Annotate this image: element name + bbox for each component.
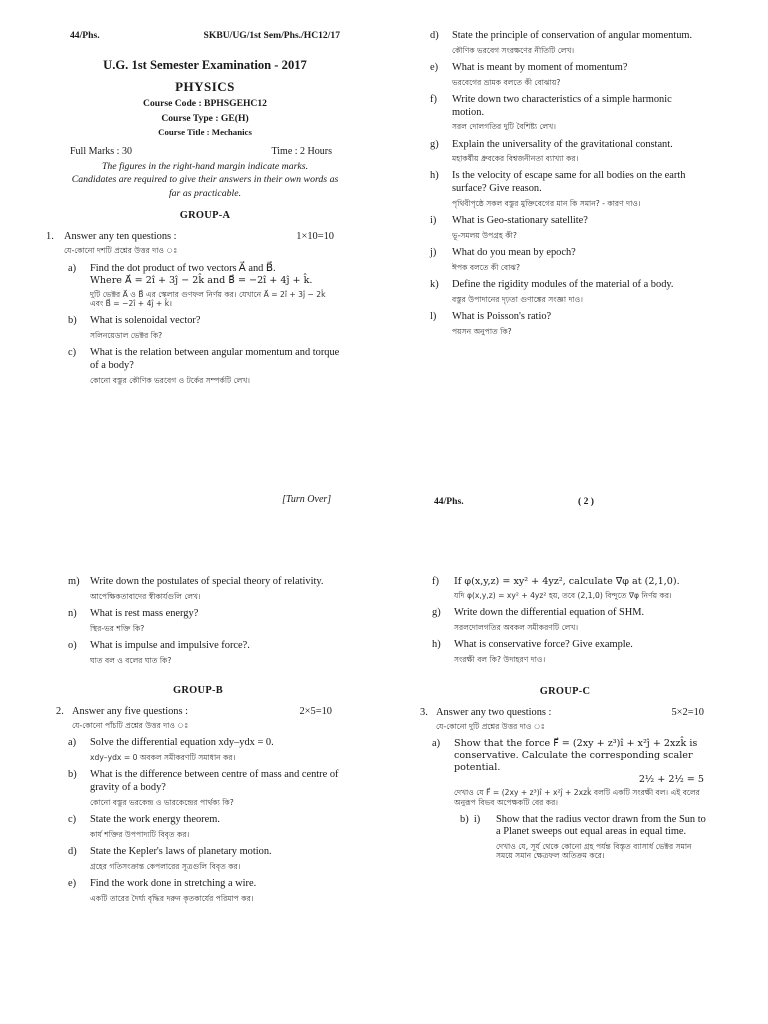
q1i-text: What is Geo-stationary satellite? [452, 215, 588, 227]
question-2-heading [56, 706, 340, 719]
page2-right-column [420, 576, 710, 868]
question-2d [56, 846, 340, 871]
q2b-label: b) [68, 769, 77, 781]
q3a-bengali: দেখাও যে F⃗ = (2xy + z³)î + x²ĵ + 2xzk̂ বলটি একটি সংরক্ষী বল। এই বলের অনুরূপ বিভব অপেক্ষকটি বের কর। [454, 788, 700, 807]
q1o-text: What is impulse and impulsive force?. [90, 639, 250, 651]
q3bi-bengali: দেখাও যে, সূর্য থেকে কোনো গ্রহ পর্যন্ত বিস্তৃত ব্যাসার্ধ ভেক্টর সমান সময়ে সমান ক্ষেত্রফল অতিক্রম করে। [496, 842, 692, 861]
q1f-bengali: সরল দোলগতির দুটি বৈশিষ্ট্য লেখ। [452, 122, 556, 132]
q2-number: 2. [56, 705, 64, 717]
q3a-label: a) [432, 738, 441, 750]
q1g-text: Explain the universality of the gravitational constant. [452, 138, 673, 150]
question-1l [418, 311, 700, 336]
q3bi-text: Show that the radius vector drawn from the Sun to a Planet sweeps out equal areas in equal time. [496, 813, 706, 838]
q2-marks: 2×5=10 [299, 705, 332, 717]
header-paper-code: SKBU/UG/1st Sem/Phs./HC12/17 [203, 30, 340, 41]
q2c-text: State the work energy theorem. [90, 814, 220, 825]
q2e-bengali: একটি তারের দৈর্ঘ্য বৃদ্ধির দরুন কৃতকার্যের পরিমাপ কর। [90, 893, 254, 903]
page2-left-column [56, 576, 340, 910]
q2c-bengali: কার্য শক্তির উপপাদ্যটি বিবৃত কর। [90, 829, 190, 839]
q1l-text: What is Poisson's ratio? [452, 310, 552, 322]
q3bi-numeral: i) [473, 813, 481, 825]
q1j-bengali: ঈপক বলতে কী বোঝ? [452, 262, 521, 272]
q2e-text: Find the work done in stretching a wire. [90, 877, 257, 889]
page-2 [0, 512, 768, 1024]
q1h-bengali: পৃথিবীপৃষ্ঠে সকল বস্তুর মুক্তিবেগের মান কি সমান? - কারণ দাও। [452, 198, 641, 208]
q1m-bengali: আপেক্ষিকতাবাদের স্বীকার্যগুলি লেখ। [90, 591, 201, 601]
q1j-label: j) [430, 247, 437, 258]
question-1d [418, 30, 700, 55]
question-1n [56, 608, 340, 633]
course-code: Course Code : BPHSGEHC12 [143, 97, 267, 109]
question-2f [420, 576, 710, 600]
q1j-text: What do you mean by epoch? [452, 247, 576, 258]
q2g-bengali: সরলদোলগতির অবকল সমীকরণটি লেখ। [454, 622, 579, 632]
q1c-label: c) [68, 347, 77, 359]
turn-over-note: [Turn Over] [282, 494, 332, 505]
q2g-text: Write down the differential equation of SHM. [454, 606, 645, 618]
q1m-text: Write down the postulates of special theory of relativity. [90, 576, 324, 587]
q1e-bengali: ভরবেগের ভ্রামক বলতে কী বোঝায়? [452, 77, 561, 87]
question-2g [420, 607, 710, 632]
q1-bengali: যে-কোনো দশটি প্রশ্নের উত্তর দাও ঃ [64, 246, 178, 256]
question-3-heading [420, 707, 710, 720]
exam-title: U.G. 1st Semester Examination - 2017 [103, 57, 307, 72]
page1-footer [434, 496, 594, 507]
q1f-label: f) [430, 93, 437, 105]
q1h-label: h) [430, 170, 439, 182]
q3-marks: 5×2=10 [671, 706, 704, 718]
course-type: Course Type : GE(H) [161, 112, 249, 124]
q1a-label: a) [68, 262, 77, 274]
question-3b-i [420, 814, 710, 861]
q2c-label: c) [68, 814, 77, 825]
question-2a [56, 737, 340, 762]
q1f-text: Write down two characteristics of a simple harmonic motion. [452, 93, 672, 118]
time-allowed: Time : 2 Hours [271, 146, 332, 158]
header-paper-number: 44/Phs. [70, 30, 100, 41]
page1-left-column [46, 30, 340, 392]
q1c-text: What is the relation between angular momentum and torque of a body? [90, 347, 340, 372]
q1k-bengali: বস্তুর উপাদানের দৃঢ়তা গুণাঙ্কের সংজ্ঞা দাও। [452, 294, 583, 304]
q2d-text: State the Kepler's laws of planetary motion. [90, 845, 272, 857]
q3-number: 3. [420, 706, 428, 718]
q1-marks: 1×10=10 [296, 230, 334, 242]
question-1o [56, 640, 340, 665]
q1l-label: l) [430, 310, 437, 322]
page1-header [70, 30, 340, 42]
page1-right-column [418, 30, 700, 343]
q1d-text: State the principle of conservation of angular momentum. [452, 30, 693, 41]
q2b-bengali: কোনো বস্তুর ভরকেন্দ্র ও ভারকেন্দ্রের পার্থক্য কি? [90, 797, 234, 807]
group-a-heading: GROUP-A [179, 209, 231, 221]
q1k-text: Define the rigidity modules of the material of a body. [452, 278, 674, 290]
q1-number: 1. [46, 230, 54, 242]
question-2b [56, 769, 340, 807]
q1e-label: e) [430, 61, 439, 73]
q2h-label: h) [432, 638, 441, 650]
q1o-label: o) [68, 639, 77, 651]
q1g-label: g) [430, 138, 439, 150]
q2g-label: g) [432, 606, 441, 618]
q2h-bengali: সংরক্ষী বল কি? উদাহরণ দাও। [454, 654, 546, 664]
q1g-bengali: মহাকর্ষীয় ধ্রুবকের বিশ্বজনীনতা ব্যাখ্যা কর। [452, 154, 579, 164]
question-1k [418, 279, 700, 304]
q3a-marks: 2½ + 2½ = 5 [638, 773, 704, 785]
question-2e [56, 878, 340, 903]
group-c-heading: GROUP-C [539, 685, 591, 697]
question-1-heading [46, 231, 340, 244]
question-1i [418, 215, 700, 240]
question-2h [420, 639, 710, 664]
q1l-bengali: পয়সন অনুপাত কি? [452, 326, 512, 336]
instruction-own-words: Candidates are required to give their answers in their own words as far as practicable. [71, 174, 339, 199]
q3b-label [460, 814, 480, 827]
q1a-bengali: দুটি ভেক্টর A⃗ ও B⃗ এর স্কেলার গুণফল নির্ণয় কর। যেখানে A⃗ = 2î + 3ĵ − 2k̂ এবং B⃗ = −2î + 4ĵ + k̂। [90, 289, 326, 309]
question-1h [418, 170, 700, 208]
question-1g [418, 139, 700, 164]
q1a-where: Where A⃗ = 2î + 3ĵ − 2k̂ and B⃗ = −2î + 4ĵ + k̂. [90, 275, 313, 287]
q3-bengali: যে-কোনো দুটি প্রশ্নের উত্তর দাও ঃ [436, 722, 545, 732]
q1b-text: What is solenoidal vector? [90, 315, 201, 327]
question-1a [56, 263, 340, 309]
q3b-letter: b) [460, 813, 469, 825]
q1n-text: What is rest mass energy? [90, 607, 199, 619]
question-1m [56, 576, 340, 601]
q2a-label: a) [68, 737, 77, 749]
question-1j [418, 247, 700, 272]
q2e-label: e) [68, 877, 77, 889]
q1a-text: Find the dot product of two vectors A⃗ and B⃗. [90, 262, 276, 274]
q1n-label: n) [68, 607, 77, 619]
q2a-text: Solve the differential equation xdy–ydx = 0. [90, 737, 274, 749]
q3-instruction: Answer any two questions : [436, 706, 552, 718]
q2d-label: d) [68, 845, 77, 857]
full-marks: Full Marks : 30 [70, 146, 132, 158]
question-2c [56, 814, 340, 839]
q1b-bengali: সলিনয়েডাল ভেক্টর কি? [90, 331, 163, 341]
question-1e [418, 62, 700, 87]
footer-paper-number: 44/Phs. [434, 496, 464, 507]
q2a-bengali: xdy–ydx = 0 অবকল সমীকরণটি সমাধান কর। [90, 753, 236, 763]
q1o-bengali: ঘাত বল ও বলের ঘাত কি? [90, 655, 172, 665]
marks-time-row [70, 146, 340, 158]
q1k-label: k) [430, 278, 439, 290]
q1d-label: d) [430, 30, 439, 41]
q1i-bengali: ভূ-সমলয় উপগ্রহ কী? [452, 230, 517, 240]
q1c-bengali: কোনো বস্তুর কৌণিক ভরবেগ ও টর্কের সম্পর্কটি লেখ। [90, 375, 251, 385]
q1h-text: Is the velocity of escape same for all bodies on the earth surface? Give reason. [452, 170, 686, 195]
q2d-bengali: গ্রহের গতিসংক্রান্ত কেপলারের সূত্রগুলি বিবৃত কর। [90, 861, 241, 871]
question-1b [56, 315, 340, 340]
q1d-bengali: কৌণিক ভরবেগ সংরক্ষণের নীতিটি লেখ। [452, 45, 575, 55]
group-b-heading: GROUP-B [172, 684, 223, 696]
q2f-bengali: যদি φ(x,y,z) = xy² + 4yz² হয়, তবে (2,1,0) বিন্দুতে ∇⃗φ নির্ণয় কর। [454, 590, 672, 600]
q3a-text: Show that the force F⃗ = (2xy + z³)î + x²ĵ + 2xzk̂ is conservative. Calculate the corresponding scaler potential. [454, 738, 698, 773]
q2b-text: What is the difference between centre of mass and centre of gravity of a body? [90, 769, 339, 794]
q2f-label: f) [432, 576, 439, 587]
q1m-label: m) [68, 576, 80, 587]
q2-bengali: যে-কোনো পাঁচটি প্রশ্নের উত্তর দাও ঃ [72, 721, 189, 731]
question-1f [418, 94, 700, 132]
instruction-marks: The figures in the right-hand margin indicate marks. [101, 161, 309, 173]
q2h-text: What is conservative force? Give example. [454, 638, 633, 650]
course-title: Course Title : Mechanics [158, 127, 252, 138]
q1i-label: i) [430, 215, 437, 227]
q1e-text: What is meant by moment of momentum? [452, 61, 628, 73]
question-3a [420, 738, 710, 806]
footer-page-number: ( 2 ) [578, 496, 594, 507]
subject-title: PHYSICS [175, 79, 235, 95]
q1-instruction: Answer any ten questions : [64, 230, 177, 242]
q2-instruction: Answer any five questions : [72, 705, 189, 717]
q1b-label: b) [68, 315, 77, 327]
q2f-text: If φ(x,y,z) = xy² + 4yz², calculate ∇⃗φ at (2,1,0). [454, 576, 680, 587]
q1n-bengali: স্থির-ভর শক্তি কি? [90, 623, 145, 633]
question-1c [56, 347, 340, 385]
